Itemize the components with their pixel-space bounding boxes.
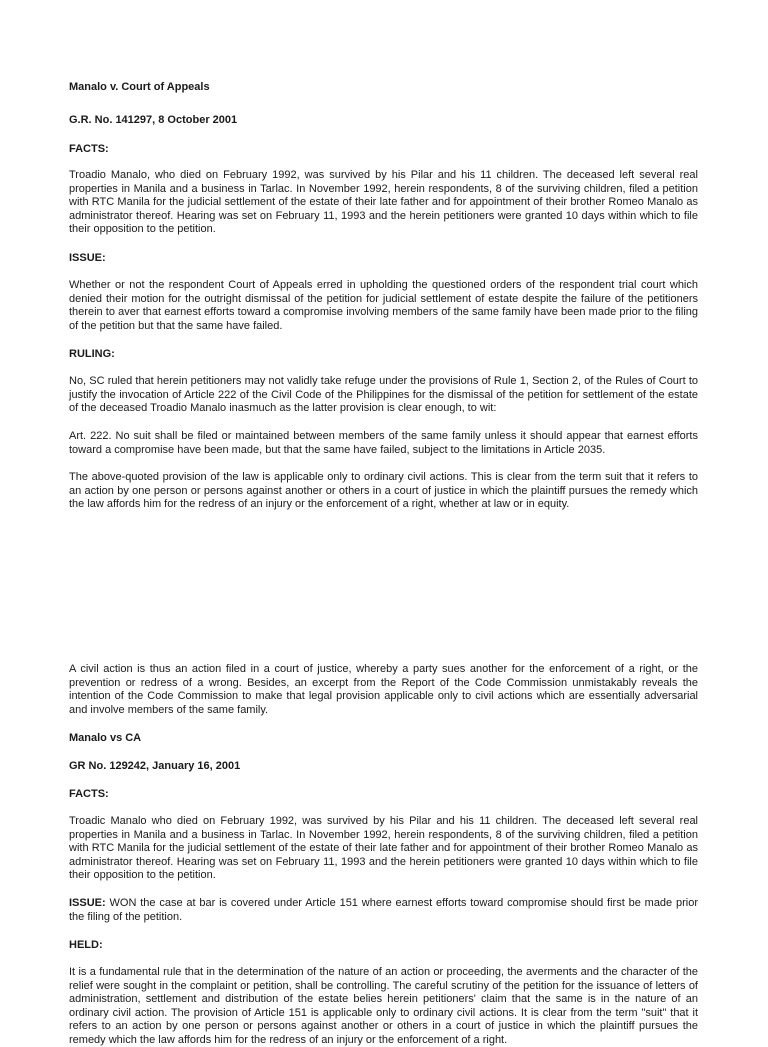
facts-paragraph: Troadio Manalo, who died on February 1992, was survived by his Pilar and his 11 children. The deceased left several real properties in Manila and a business in Tarlac. In November 1992, herein respondents, 8 of the surviving children, filed a petition with RTC Manila for the judicial settlement of the estate of their late father and for appointment of their brother Romeo Manalo as administrator thereof. Hearing was set on February 11, 1993 and the herein petitioners were granted 10 days within which to file their opposition to the petition. <box>69 169 698 235</box>
held-heading: HELD: <box>69 939 103 951</box>
facts-heading: FACTS: <box>69 143 109 155</box>
gr-number-2: GR No. 129242, January 16, 2001 <box>69 760 241 772</box>
facts-heading-2: FACTS: <box>69 788 109 800</box>
issue-heading: ISSUE: <box>69 252 106 264</box>
issue-paragraph-2 <box>69 897 698 924</box>
case-title-2: Manalo vs CA <box>69 732 142 744</box>
ruling-paragraph-2: Art. 222. No suit shall be filed or maintained between members of the same family unless it should appear that earnest efforts toward a compromise have been made, but that the same have failed, subject to the limitations in Article 2035. <box>69 430 698 456</box>
issue-paragraph: Whether or not the respondent Court of Appeals erred in upholding the questioned orders of the respondent trial court which denied their motion for the outright dismissal of the petition for judicial settlement of estate despite the failure of the petitioners therein to aver that earnest efforts toward a compromise involving members of the same family have been made prior to the filing of the petition but that the same have failed. <box>69 279 698 332</box>
gr-number: G.R. No. 141297, 8 October 2001 <box>69 114 238 126</box>
ruling-heading: RULING: <box>69 348 115 360</box>
ruling-paragraph-1: No, SC ruled that herein petitioners may not validly take refuge under the provisions of Rule 1, Section 2, of the Rules of Court to justify the invocation of Article 222 of the Civil Code of the Philippines for the dismissal of the petition for settlement of the estate of the deceased Troadio Manalo inasmuch as the latter provision is clear enough, to wit: <box>69 375 698 414</box>
case-title: Manalo v. Court of Appeals <box>69 81 210 93</box>
issue-label-2: ISSUE: <box>69 897 106 909</box>
facts-paragraph-2: Troadic Manalo who died on February 1992, was survived by his Pilar and his 11 children. The deceased left several real properties in Manila and a business in Tarlac. In November 1992, herein respondents, 8 of the surviving children, filed a petition with RTC Manila for the judicial settlement of the estate of their late father and for appointment of their brother Romeo Manalo as administrator thereof. Hearing was set on February 11, 1993 and the herein petitioners were granted 10 days within which to file their opposition to the petition. <box>69 815 698 881</box>
ruling-paragraph-4: A civil action is thus an action filed in a court of justice, whereby a party sues another for the enforcement of a right, or the prevention or redress of a wrong. Besides, an excerpt from the Report of the Code Commission unmistakably reveals the intention of the Code Commission to make that legal provision applicable only to civil actions which are essentially adversarial and involve members of the same family. <box>69 663 698 716</box>
issue-text-2: WON the case at bar is covered under Article 151 where earnest efforts toward compromise should first be made prior the filing of the petition. <box>69 897 698 923</box>
held-paragraph: It is a fundamental rule that in the determination of the nature of an action or proceeding, the averments and the character of the relief were sought in the complaint or petition, shall be controlling. The careful scrutiny of the petition for the issuance of letters of administration, settlement and distribution of the estate belies herein petitioners' claim that the same is in the nature of an ordinary civil action. The provision of Article 151 is applicable only to ordinary civil actions. It is clear from the term "suit" that it refers to an action by one person or persons against another or others in a court of justice in which the plaintiff pursues the remedy which the law affords him for the redress of an injury or the enforcement of a right. <box>69 966 698 1046</box>
ruling-paragraph-3: The above-quoted provision of the law is applicable only to ordinary civil actions. This is clear from the term suit that it refers to an action by one person or persons against another or others in a court of justice in which the plaintiff pursues the remedy which the law affords him for the redress of an injury or the enforcement of a right, whether at law or in equity. <box>69 471 698 510</box>
